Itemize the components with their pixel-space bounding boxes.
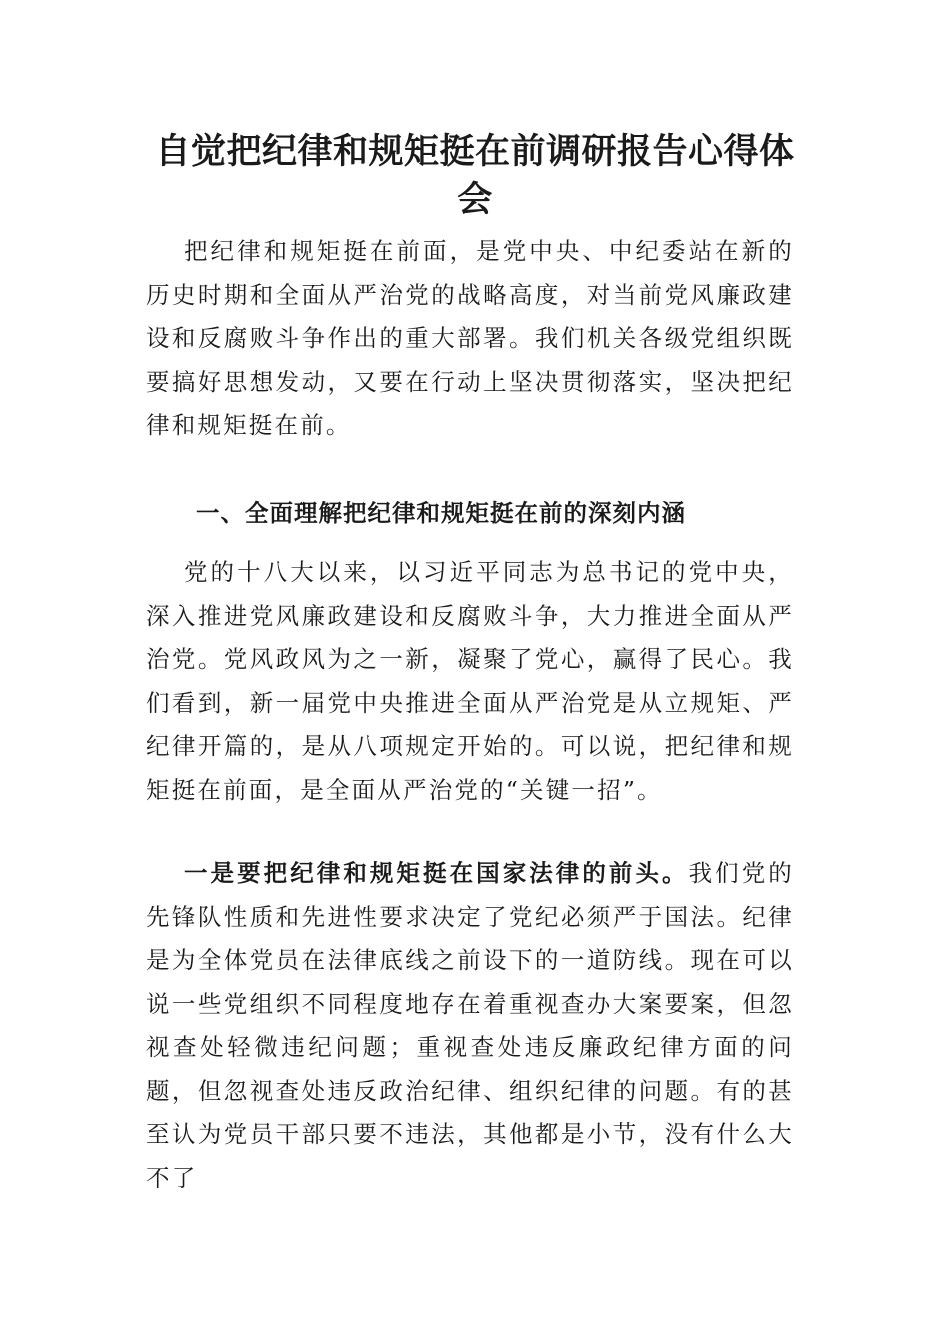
intro-paragraph: 把纪律和规矩挺在前面，是党中央、中纪委站在新的历史时期和全面从严治党的战略高度，对当前党风廉政建设和反腐败斗争作出的重大部署。我们机关各级党组织既要搞好思想发动，又要在行动上坚决贯彻落实，坚决把纪律和规矩挺在前。 [146, 237, 794, 439]
point-lead: 一是要把纪律和规矩挺在国家法律的前头。 [184, 859, 689, 887]
section-heading: 一、全面理解把纪律和规矩挺在前的深刻内涵 [196, 499, 686, 527]
document-title: 自觉把纪律和规矩挺在前调研报告心得体会 [155, 131, 795, 220]
point-body: 我们党的先锋队性质和先进性要求决定了党纪必须严于国法。纪律是为全体党员在法律底线之前设下的一道防线。现在可以说一些党组织不同程度地存在着重视查办大案要案，但忽视查处轻微违纪问题；重视查处违反廉政纪律方面的问题，但忽视查处违反政治纪律、组织纪律的问题。有的甚至认为党员干部只要不违法，其他都是小节，没有什么大不了 [146, 859, 794, 1192]
point-paragraph [146, 852, 794, 1200]
section-paragraph: 党的十八大以来，以习近平同志为总书记的党中央，深入推进党风廉政建设和反腐败斗争，大力推进全面从严治党。党风政风为之一新，凝聚了党心，赢得了民心。我们看到，新一届党中央推进全面从严治党是从立规矩、严纪律开篇的，是从八项规定开始的。可以说，把纪律和规矩挺在前面，是全面从严治党的“关键一招”。 [146, 558, 794, 804]
